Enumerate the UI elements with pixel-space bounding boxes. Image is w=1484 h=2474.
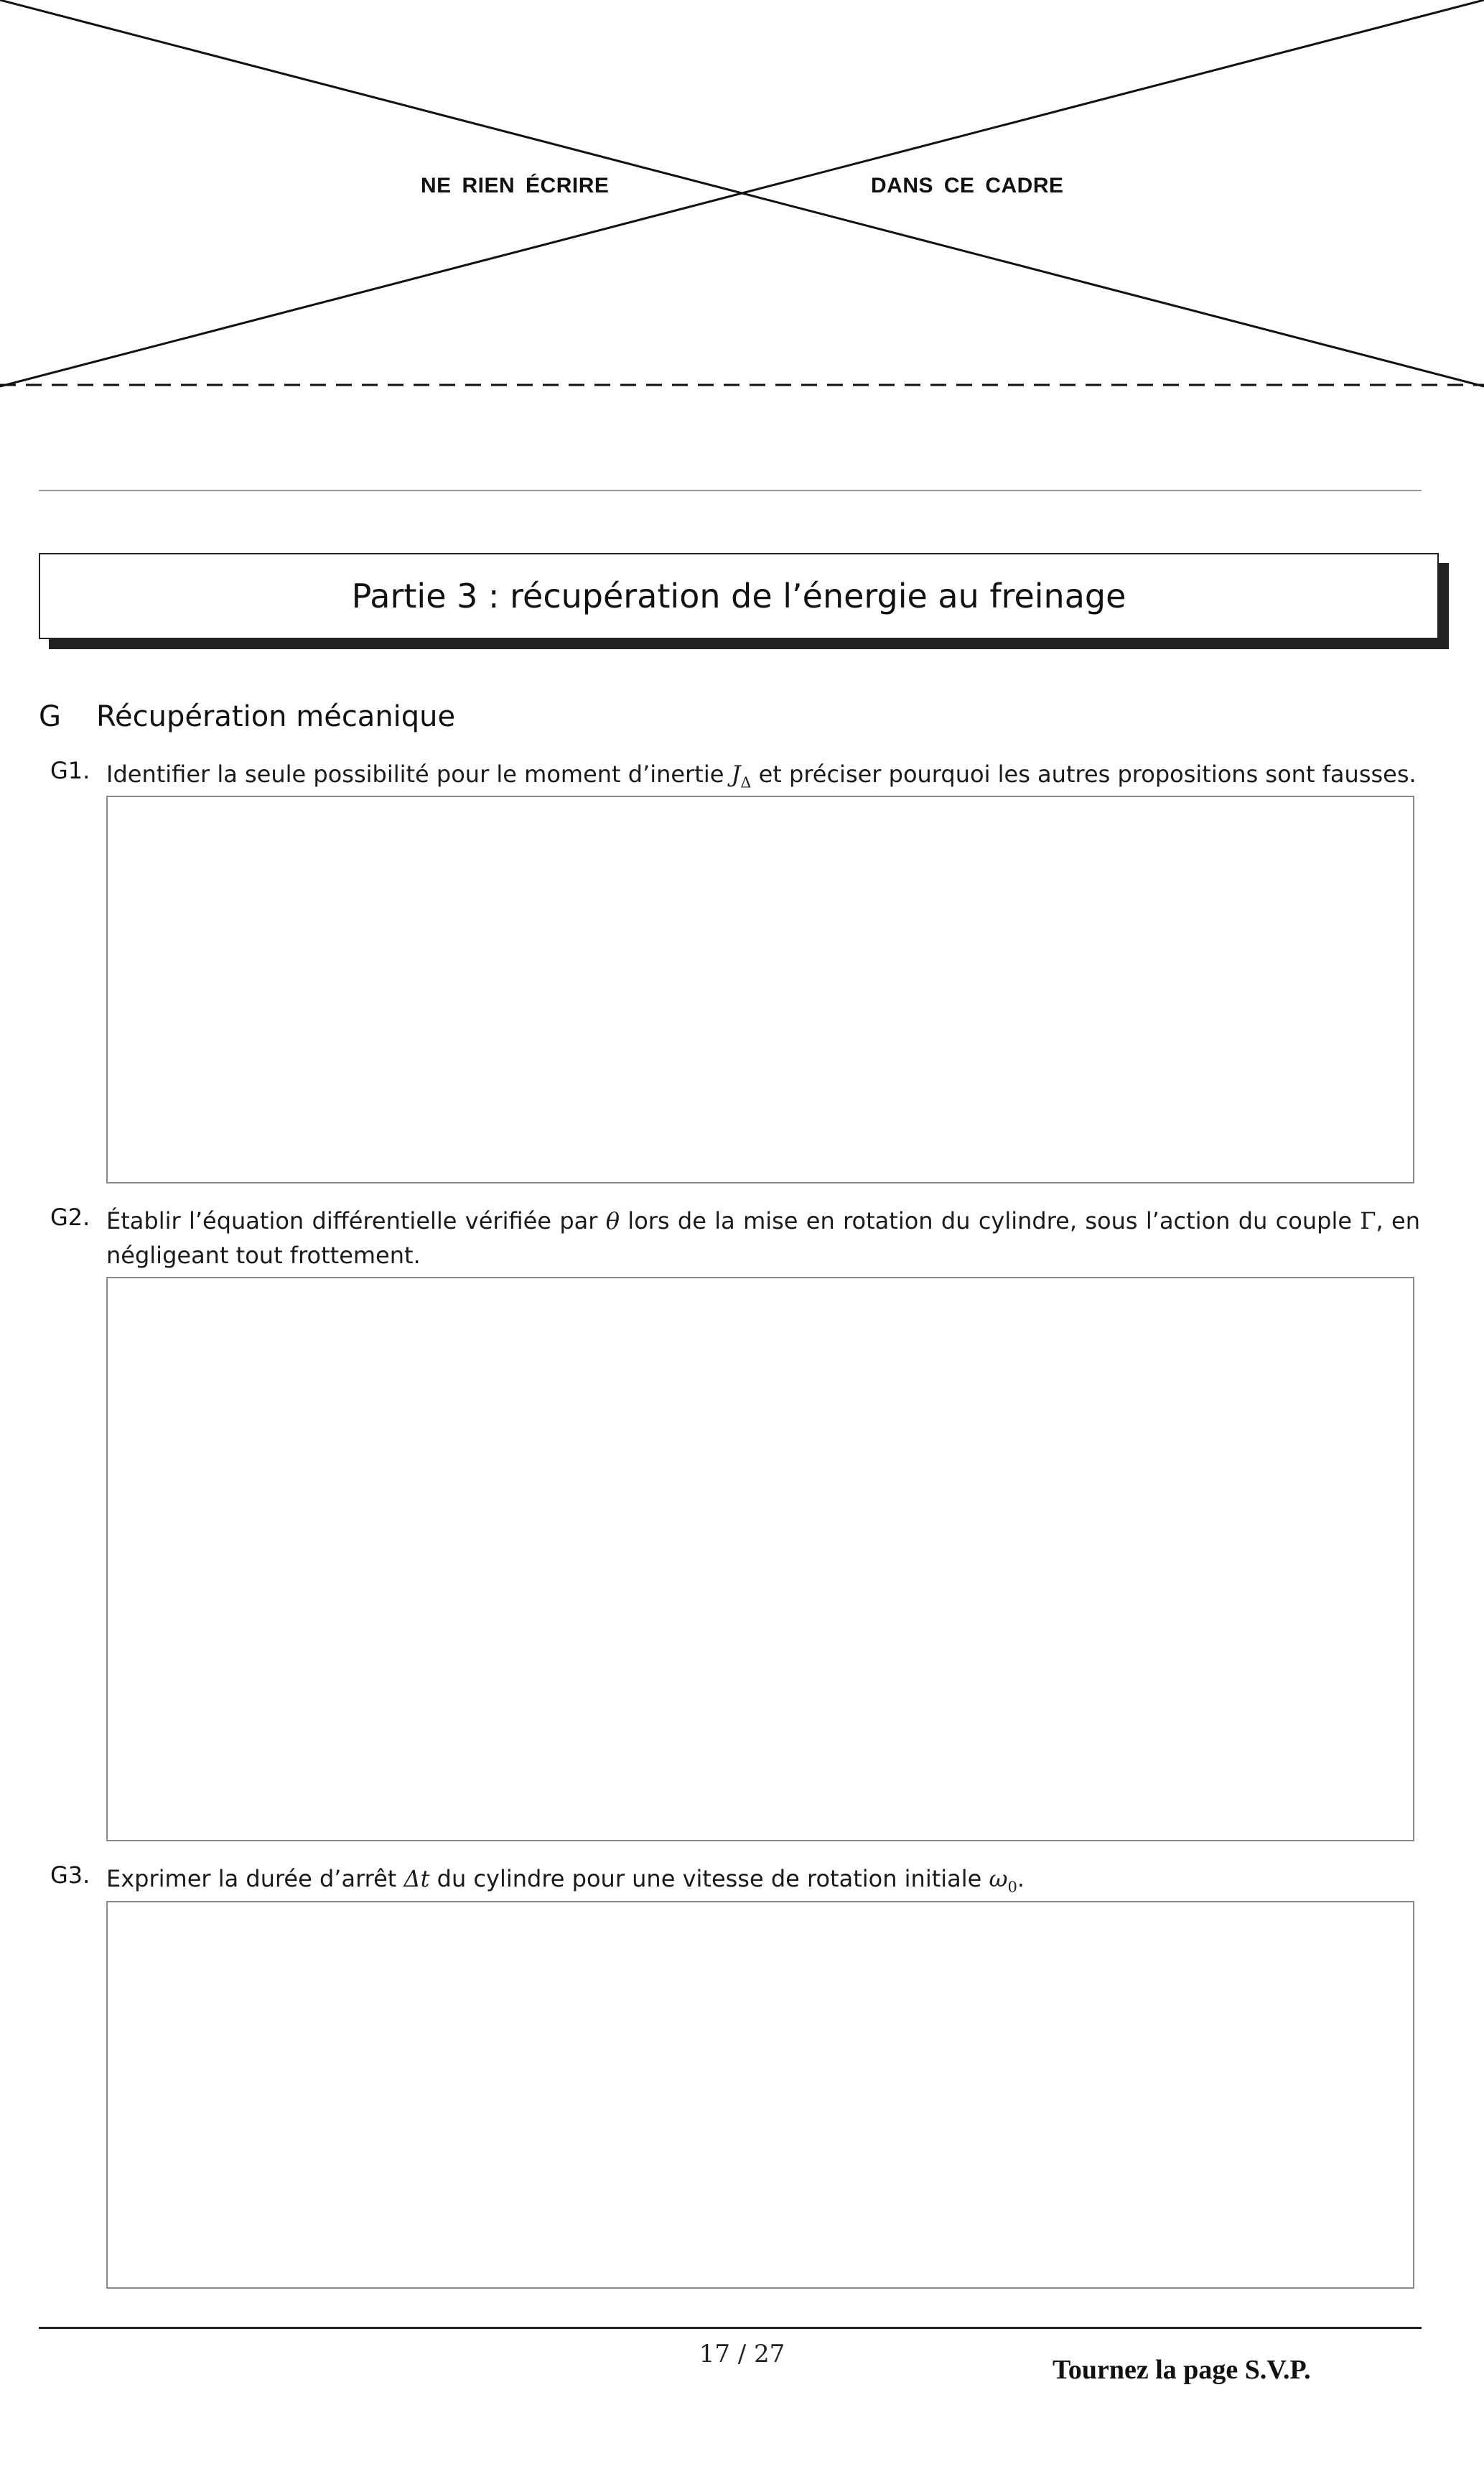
q2-symbol2: Γ [1360,1207,1376,1234]
do-not-write-frame [0,0,1484,388]
question-label-g2: G2. [50,1204,90,1231]
question-text-g3 [106,1861,1420,1904]
frame-text-left: NE RIEN ÉCRIRE [421,174,610,197]
q3-symbol: Δt [403,1865,430,1892]
answer-box-g1[interactable] [106,796,1414,1183]
q1-symbol-sub: Δ [740,773,752,791]
frame-text-right: DANS CE CADRE [871,174,1064,197]
q3-text-middle: du cylindre pour une vitesse de rotation initiale [429,1865,989,1892]
q3-text-after: . [1017,1865,1025,1892]
part-title-box [39,553,1439,639]
question-text-g2 [106,1204,1420,1273]
answer-box-g2[interactable] [106,1277,1414,1841]
q3-symbol2-sub: 0 [1007,1878,1017,1896]
question-text-g1 [106,757,1420,799]
section-letter: G [39,700,61,733]
turn-page-note: Tournez la page S.V.P. [1053,2355,1311,2385]
q2-text-before: Établir l’équation différentielle vérifiée par [106,1207,606,1234]
q2-text-after: , en négligeant tout frottement. [106,1207,1421,1269]
answer-box-g3[interactable] [106,1901,1414,2289]
section-title: Récupération mécanique [96,700,456,733]
question-label-g1: G1. [50,757,90,784]
part-title: Partie 3 : récupération de l’énergie au freinage [351,577,1126,615]
page-number: 17 / 27 [699,2340,785,2368]
q3-symbol2: ω [989,1865,1008,1892]
q1-symbol: J [731,761,741,788]
top-rule [39,490,1422,491]
question-label-g3: G3. [50,1861,90,1889]
q2-symbol: θ [605,1207,620,1234]
q3-text-before: Exprimer la durée d’arrêt [106,1865,404,1892]
footer-rule [39,2327,1422,2329]
q1-text-before: Identifier la seule possibilité pour le moment d’inertie [106,761,732,788]
q2-text-middle: lors de la mise en rotation du cylindre, sous l’action du couple [619,1207,1361,1234]
section-heading [39,700,455,733]
q1-text-after: et préciser pourquoi les autres propositions sont fausses. [751,761,1417,788]
